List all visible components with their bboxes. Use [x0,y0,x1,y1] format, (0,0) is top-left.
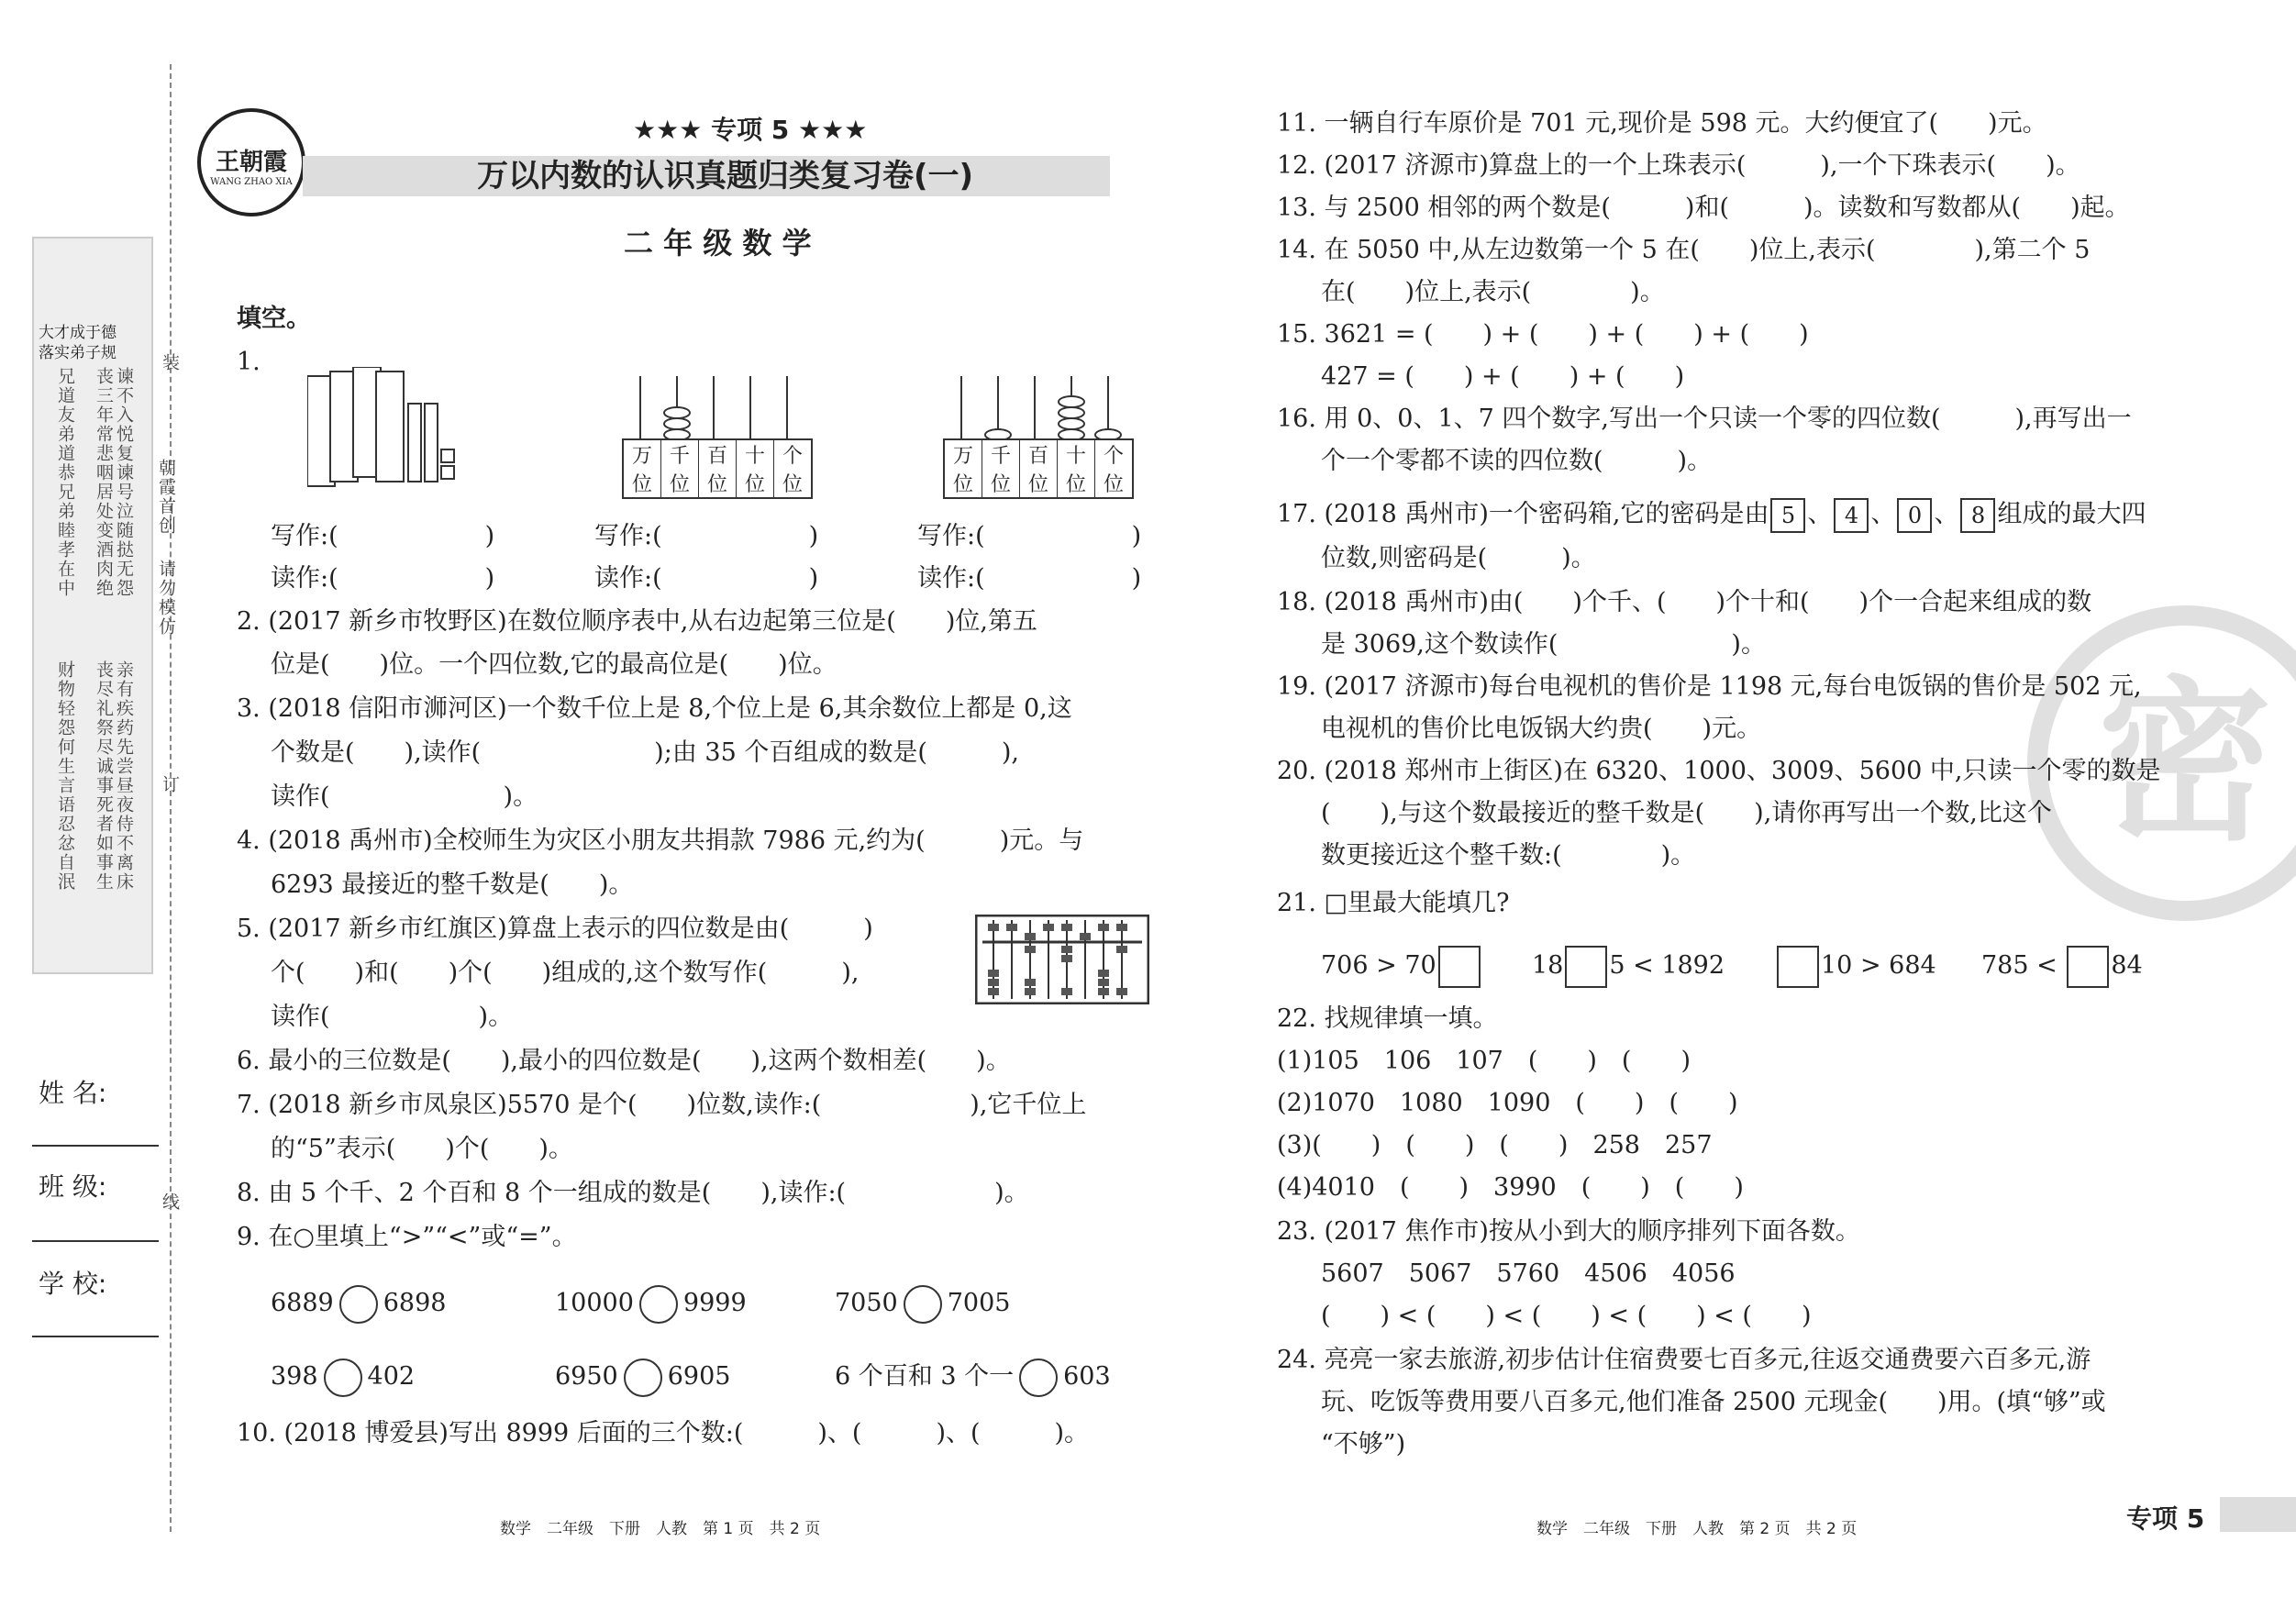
q22-row: (1)105 106 107 ( ) ( ) [1277,1047,1691,1075]
motto-1: 大才成于德 [39,324,116,342]
compare-item: 7050 7005 [835,1282,1010,1325]
answer-box[interactable] [1438,946,1481,988]
q1-write-3: 写作:( ) [917,522,1142,550]
abacus-image [975,915,1149,1004]
q-line: 的“5”表示( )个( )。 [271,1135,573,1163]
footer-tag-bg [2220,1497,2296,1532]
q10: 10. (2018 博爱县)写出 8999 后面的三个数:( )、( )、( )。 [237,1419,1090,1447]
q23-order: ( ) < ( ) < ( ) < ( ) < ( ) [1321,1302,1812,1330]
sidebar-col-1: 谏不入悦复谏号泣随挞无怨 [114,367,134,598]
q-line: 13. 与 2500 相邻的两个数是( )和( )。读数和写数都从( )起。 [1277,194,2130,222]
compare-item: 6950 6905 [555,1356,730,1398]
binding-line [170,64,172,1532]
school-label: 学 校: [39,1269,107,1299]
class-label: 班 级: [39,1171,107,1202]
q-line: 6. 最小的三位数是( ),最小的四位数是( ),这两个数相差( )。 [237,1047,1011,1075]
q-line: 读作( )。 [271,782,538,811]
q24-line: 玩、吃饭等费用要八百多元,他们准备 2500 元现金( )用。(填“够”或 [1321,1388,2106,1416]
q-line: 位是( )位。一个四位数,它的最高位是( )位。 [271,650,837,679]
q-line: 18. (2018 禹州市)由( )个千、( )个十和( )个一合起来组成的数 [1277,588,2092,616]
bind-mark: 装 [160,353,180,372]
q-line: 4. (2018 禹州市)全校师生为灾区小朋友共捐款 7986 元,约为( )元。与 [237,826,1084,855]
q-line: 电视机的售价比电饭锅大约贵( )元。 [1321,715,1762,743]
answer-box[interactable] [1565,946,1607,988]
q-line: 15. 3621 = ( ) + ( ) + ( ) + ( ) [1277,320,1809,349]
compare-item: 10000 9999 [555,1282,747,1325]
compare-circle[interactable] [1019,1359,1058,1397]
q1-write-1: 写作:( ) [271,522,495,550]
footer-tag: 专项 5 [2126,1503,2205,1534]
answer-box[interactable] [1777,946,1819,988]
compare-circle[interactable] [904,1285,942,1324]
name-label: 姓 名: [39,1078,107,1108]
answer-box[interactable] [2067,946,2109,988]
counter-frame-1 [622,376,805,440]
q-line: 读作( )。 [271,1003,514,1031]
sidebar-col-6: 丧尽礼祭尽诚事死者如事生 [94,660,114,892]
q22-row: (3)( ) ( ) ( ) 258 257 [1277,1131,1713,1159]
cube-blocks-image [307,367,472,495]
q22-row: (4)4010 ( ) 3990 ( ) ( ) [1277,1173,1744,1202]
class-line [32,1240,159,1242]
q22-row: (2)1070 1080 1090 ( ) ( ) [1277,1089,1738,1117]
q24-line: 24. 亮亮一家去旅游,初步估计住宿费要七百多元,往返交通费要六百多元,游 [1277,1346,2091,1374]
q-line: 20. (2018 郑州市上街区)在 6320、1000、3009、5600 中,只读一个零的数是 [1277,757,2161,785]
footer-left: 数学 二年级 下册 人教 第 1 页 共 2 页 [500,1520,821,1538]
q-line: 数更接近这个整千数:( )。 [1321,841,1696,870]
q-line: 个数是( ),读作( );由 35 个百组成的数是( ), [271,738,1019,767]
sidebar-col-3: 兄道友弟道恭兄弟睦孝在中 [55,367,75,598]
q1-read-2: 读作:( ) [594,564,819,593]
q23: 23. (2017 焦作市)按从小到大的顺序排列下面各数。 [1277,1217,1860,1246]
q-line: 3. (2018 信阳市浉河区)一个数千位上是 8,个位上是 6,其余数位上都是 0,这 [237,694,1072,723]
side-note-2: 请勿模仿 [156,560,176,637]
q-line: ( ),与这个数最接近的整千数是( ),请你再写出一个数,比这个 [1321,799,2052,827]
order-mark: 订 [160,775,180,794]
q-line: 是 3069,这个数读作( )。 [1321,630,1766,659]
q21-item: 18 5 < 1892 [1532,945,1725,988]
line-mark: 线 [160,1192,180,1212]
counter-labels-2: 万位 千位 百位 十位 个位 [943,438,1134,499]
compare-circle[interactable] [639,1285,678,1324]
q21-item: 10 > 684 [1775,945,1936,988]
q1-read-3: 读作:( ) [917,564,1142,593]
compare-circle[interactable] [324,1359,362,1397]
q-line: 5. (2017 新乡市红旗区)算盘上表示的四位数是由( ) [237,915,873,943]
q22: 22. 找规律填一填。 [1277,1004,1498,1033]
compare-circle[interactable] [339,1285,378,1324]
q1-num: 1. [237,348,261,376]
q-line: 12. (2017 济源市)算盘上的一个上珠表示( ),一个下珠表示( )。 [1277,151,2080,180]
q21: 21. □里最大能填几? [1277,889,1510,917]
q-line: 11. 一辆自行车原价是 701 元,现价是 598 元。大约便宜了( )元。 [1277,109,2047,138]
special-label: ★★★ 专项 5 ★★★ [633,115,868,145]
q17: 17. (2018 禹州市)一个密码箱,它的密码是由 5 、 4 、 0 、 8 组成的最大四 [1277,494,2146,536]
q-line: 427 = ( ) + ( ) + ( ) [1321,362,1685,391]
sidebar-col-4: 财物轻怨何生言语忍忿自泯 [55,660,75,892]
q-line: 16. 用 0、0、1、7 四个数字,写出一个只读一个零的四位数( ),再写出一 [1277,405,2132,433]
compare-circle[interactable] [624,1359,662,1397]
side-note-1: 朝霞首创 [156,459,176,536]
section-title: 填空。 [237,305,311,333]
q-line: 2. (2017 新乡市牧野区)在数位顺序表中,从右边起第三位是( )位,第五 [237,607,1037,636]
q21-item: 706 > 70 [1321,945,1482,988]
sidebar-col-5: 亲有疾药先尝昼夜侍不离床 [114,660,134,892]
q-line: 7. (2018 新乡市凤泉区)5570 是个( )位数,读作:( ),它千位上 [237,1091,1087,1119]
footer-right: 数学 二年级 下册 人教 第 2 页 共 2 页 [1536,1520,1858,1538]
q21-item: 785 < 84 [1981,945,2143,988]
motto-2: 落实弟子规 [39,344,116,362]
q-line: 个( )和( )个( )组成的,这个数写作( ), [271,959,860,987]
q-line: 9. 在○里填上“>”“<”或“=”。 [237,1223,577,1251]
compare-item: 398 402 [271,1356,415,1398]
q24-line: “不够”) [1321,1430,1406,1458]
name-line [32,1145,159,1147]
q-line: 19. (2017 济源市)每台电视机的售价是 1198 元,每台电饭锅的售价是 502 元, [1277,672,2142,701]
school-line [32,1336,159,1337]
compare-item: 6889 6898 [271,1282,446,1325]
q1-read-1: 读作:( ) [271,564,495,593]
q-line: 个一个零都不读的四位数( )。 [1321,447,1713,475]
counter-labels-1: 万位 千位 百位 十位 个位 [622,438,813,499]
q-line: 6293 最接近的整千数是( )。 [271,871,634,899]
q17-line2: 位数,则密码是( )。 [1321,544,1596,572]
compare-item: 6 个百和 3 个一 603 [835,1356,1111,1398]
counter-frame-2 [943,376,1126,440]
q-line: 8. 由 5 个千、2 个百和 8 个一组成的数是( ),读作:( )。 [237,1179,1029,1207]
q-line: 14. 在 5050 中,从左边数第一个 5 在( )位上,表示( ),第二个 5 [1277,236,2091,264]
secret-stamp: 密 [2027,605,2296,921]
q23-nums: 5607 5067 5760 4506 4056 [1321,1259,1736,1288]
q-line: 在( )位上,表示( )。 [1321,278,1665,306]
logo: 王朝霞 WANG ZHAO XIA [197,108,305,216]
q1-write-2: 写作:( ) [594,522,819,550]
page-subtitle: 二 年 级 数 学 [624,226,812,261]
sidebar-col-2: 丧三年常悲咽居处变酒肉绝 [94,367,114,598]
page-title: 万以内数的认识真题归类复习卷(一) [477,158,974,194]
